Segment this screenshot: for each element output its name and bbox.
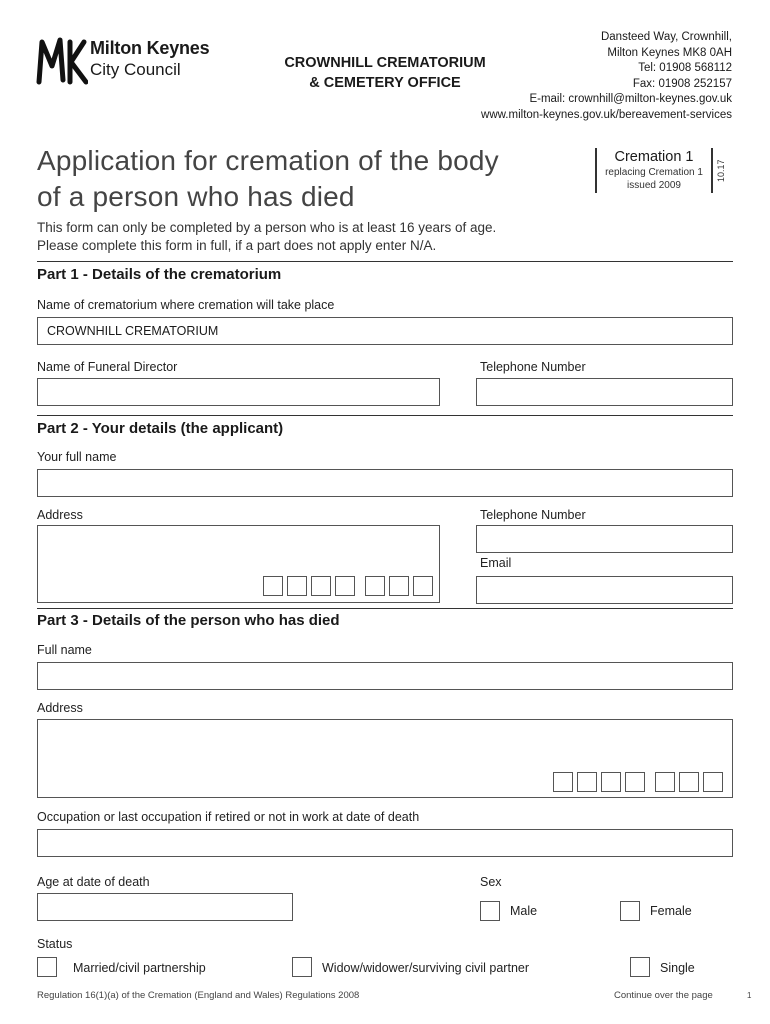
council-logo (36, 36, 236, 86)
applicant-postcode-box[interactable] (335, 576, 355, 596)
crematorium-label: Name of crematorium where cremation will take place (37, 298, 335, 312)
applicant-postcode-box[interactable] (311, 576, 331, 596)
female-label: Female (650, 904, 692, 918)
form-title-line1: Application for cremation of the body (37, 145, 499, 176)
married-checkbox[interactable] (37, 957, 57, 977)
contact-block (481, 30, 732, 124)
form-ref-issued: issued 2009 (627, 180, 681, 191)
intro-line2: Please complete this form in full, if a part does not apply enter N/A. (37, 238, 437, 253)
applicant-email-field[interactable] (476, 576, 733, 604)
contact-website: www.milton-keynes.gov.uk/bereavement-services (481, 108, 732, 121)
sex-label: Sex (480, 875, 502, 889)
occupation-label: Occupation or last occupation if retired or not in work at date of death (37, 810, 420, 824)
office-line1: CROWNHILL CREMATORIUM (284, 55, 486, 71)
single-label: Single (660, 961, 695, 975)
married-label: Married/civil partnership (73, 961, 206, 975)
part1-rule (37, 261, 733, 262)
contact-address2: Milton Keynes MK8 0AH (607, 46, 732, 59)
deceased-postcode-box[interactable] (577, 772, 597, 792)
deceased-postcode-box[interactable] (703, 772, 723, 792)
logo-line2: City Council (90, 60, 181, 79)
deceased-postcode-box[interactable] (655, 772, 675, 792)
applicant-postcode-box[interactable] (389, 576, 409, 596)
mk-logo-icon (36, 36, 88, 86)
applicant-postcode-box[interactable] (365, 576, 385, 596)
footer-continue: Continue over the page (614, 990, 713, 1001)
female-checkbox[interactable] (620, 901, 640, 921)
applicant-postcode-box[interactable] (287, 576, 307, 596)
contact-fax: Fax: 01908 252157 (632, 77, 732, 90)
part2-rule (37, 415, 733, 416)
applicant-name-label: Your full name (37, 450, 117, 464)
part2-title: Part 2 - Your details (the applicant) (37, 420, 284, 437)
contact-tel: Tel: 01908 568112 (638, 62, 732, 75)
applicant-telephone-label: Telephone Number (480, 508, 586, 522)
single-checkbox[interactable] (630, 957, 650, 977)
occupation-field[interactable] (37, 829, 733, 857)
office-line2: & CEMETERY OFFICE (309, 75, 461, 91)
form-title (37, 143, 499, 215)
widow-label: Widow/widower/surviving civil partner (322, 961, 530, 975)
widow-checkbox[interactable] (292, 957, 312, 977)
age-field[interactable] (37, 893, 293, 921)
part3-rule (37, 608, 733, 609)
form-reference (595, 148, 713, 193)
contact-address1: Dansteed Way, Crownhill, (600, 31, 732, 43)
part1-telephone-field[interactable] (476, 378, 733, 406)
deceased-postcode-box[interactable] (553, 772, 573, 792)
footer-page-number: 1 (747, 991, 752, 1000)
age-label: Age at date of death (37, 875, 150, 889)
male-label: Male (510, 904, 538, 918)
deceased-name-label: Full name (37, 643, 92, 657)
footer-regulation: Regulation 16(1)(a) of the Cremation (England and Wales) Regulations 2008 (37, 990, 360, 1001)
form-version-text: 10.17 (716, 159, 726, 182)
crematorium-field[interactable] (37, 317, 733, 345)
funeral-director-label: Name of Funeral Director (37, 360, 178, 374)
deceased-postcode-box[interactable] (679, 772, 699, 792)
applicant-telephone-field[interactable] (476, 525, 733, 553)
applicant-email-label: Email (480, 556, 512, 570)
applicant-postcode-box[interactable] (263, 576, 283, 596)
deceased-address-label: Address (37, 701, 83, 715)
part1-telephone-label: Telephone Number (480, 360, 586, 374)
deceased-postcode-box[interactable] (601, 772, 621, 792)
part3-title: Part 3 - Details of the person who has died (37, 612, 340, 629)
status-label: Status (37, 937, 73, 951)
logo-line1: Milton Keynes (90, 38, 210, 58)
form-version (714, 148, 730, 193)
form-ref-replacing: replacing Cremation 1 (605, 167, 703, 178)
form-title-line2: of a person who has died (37, 181, 355, 212)
male-checkbox[interactable] (480, 901, 500, 921)
crematorium-value: CROWNHILL CREMATORIUM (47, 324, 219, 338)
office-name (270, 53, 500, 93)
funeral-director-field[interactable] (37, 378, 440, 406)
intro-line1: This form can only be completed by a person who is at least 16 years of age. (37, 220, 497, 235)
applicant-postcode-box[interactable] (413, 576, 433, 596)
deceased-postcode-box[interactable] (625, 772, 645, 792)
intro-text (37, 219, 496, 255)
applicant-name-field[interactable] (37, 469, 733, 497)
form-ref-name: Cremation 1 (614, 149, 694, 165)
contact-email: E-mail: crownhill@milton-keynes.gov.uk (529, 93, 732, 106)
deceased-name-field[interactable] (37, 662, 733, 690)
part1-title: Part 1 - Details of the crematorium (37, 266, 282, 283)
applicant-address-label: Address (37, 508, 83, 522)
